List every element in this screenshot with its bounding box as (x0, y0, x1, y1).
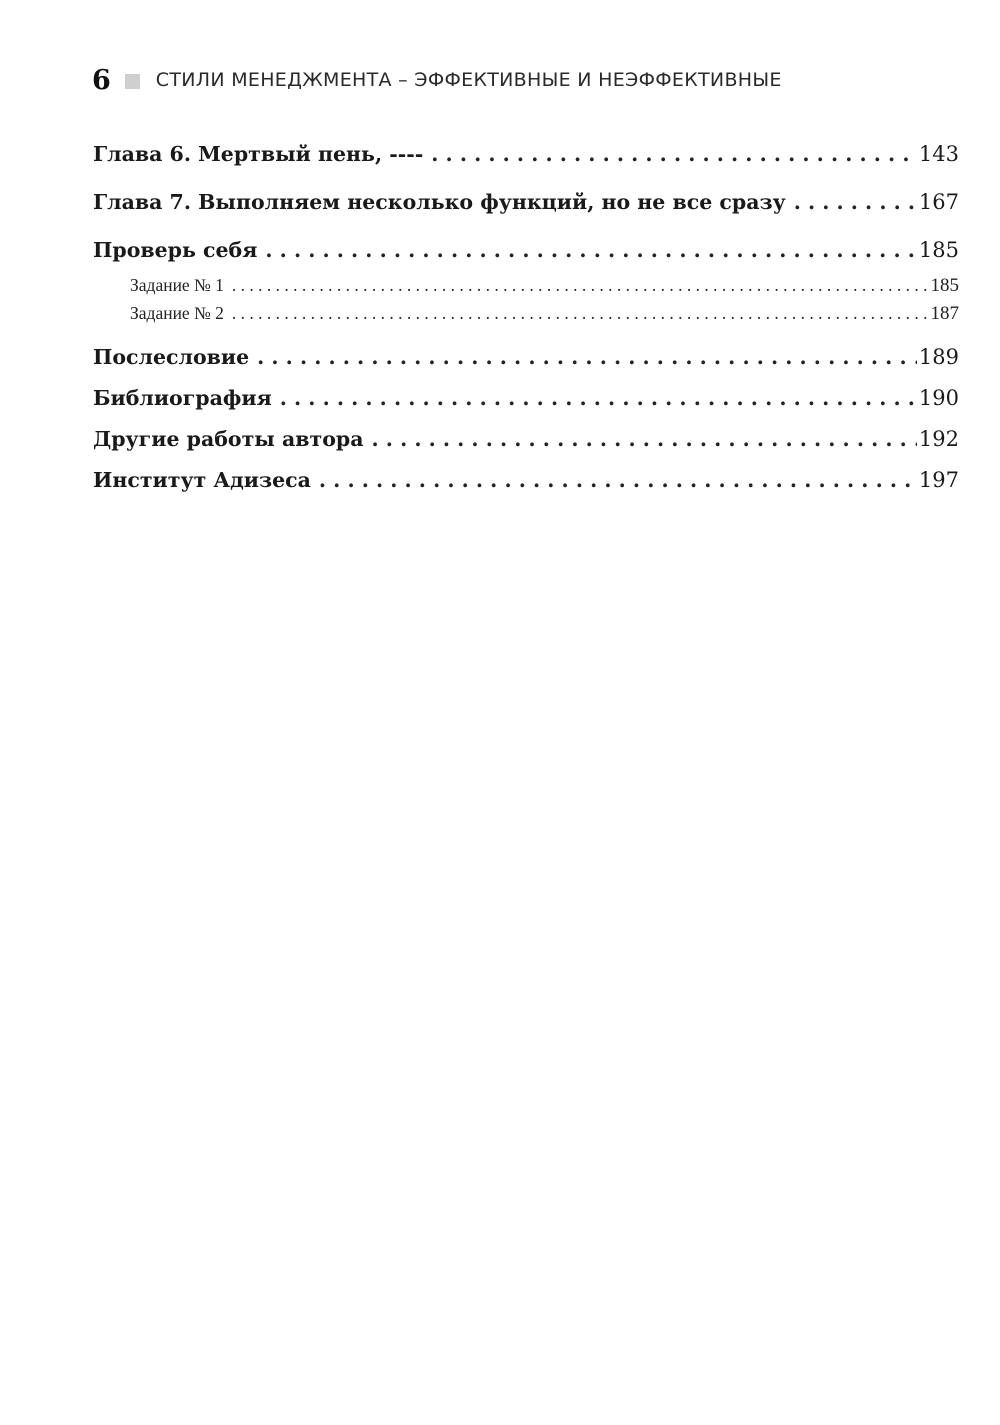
running-title: СТИЛИ МЕНЕДЖМЕНТА – ЭФФЕКТИВНЫЕ И НЕЭФФЕКТИВНЫЕ (155, 69, 782, 91)
toc-entry-title: Глава 7. Выполняем несколько функций, но не все сразу (93, 190, 786, 214)
toc-entry-title: Задание № 2 (130, 303, 224, 323)
toc-entry-page: 185 (918, 238, 959, 262)
toc-entry-check-yourself[interactable] (93, 230, 959, 271)
table-of-contents (93, 134, 959, 501)
toc-entry-page: 185 (930, 275, 959, 296)
dot-leader (431, 134, 917, 175)
toc-entry-adizes-institute[interactable] (93, 460, 959, 501)
toc-entry-task-1[interactable] (93, 271, 959, 299)
dot-leader (232, 271, 929, 299)
dot-leader (265, 230, 917, 271)
toc-entry-chapter-6[interactable] (93, 134, 959, 175)
toc-entry-other-works[interactable] (93, 419, 959, 460)
toc-entry-page: 189 (918, 345, 959, 369)
toc-entry-title: Задание № 1 (130, 275, 224, 295)
toc-entry-page: 190 (918, 386, 959, 410)
toc-entry-bibliography[interactable] (93, 378, 959, 419)
toc-entry-title: Проверь себя (93, 238, 258, 262)
header-square-icon (125, 74, 140, 89)
toc-entry-chapter-7[interactable] (93, 182, 959, 223)
running-header (92, 58, 782, 102)
dot-leader (319, 460, 917, 501)
dot-leader (280, 378, 917, 419)
toc-entry-title: Послесловие (93, 345, 250, 369)
toc-entry-title: Библиография (93, 386, 272, 410)
dot-leader (794, 182, 917, 223)
toc-entry-title: Глава 6. Мертвый пень, ---- (93, 142, 424, 166)
dot-leader (232, 299, 929, 327)
toc-entry-afterword[interactable] (93, 337, 959, 378)
dot-leader (372, 419, 917, 460)
toc-entry-title: Другие работы автора (93, 427, 364, 451)
toc-entry-page: 187 (930, 303, 959, 324)
page-number: 6 (92, 64, 111, 96)
dot-leader (257, 337, 917, 378)
toc-entry-page: 197 (918, 468, 959, 492)
toc-entry-page: 192 (918, 427, 959, 451)
toc-entry-task-2[interactable] (93, 299, 959, 327)
toc-entry-title: Институт Адизеса (93, 468, 311, 492)
toc-entry-page: 143 (918, 142, 959, 166)
toc-entry-page: 167 (918, 190, 959, 214)
